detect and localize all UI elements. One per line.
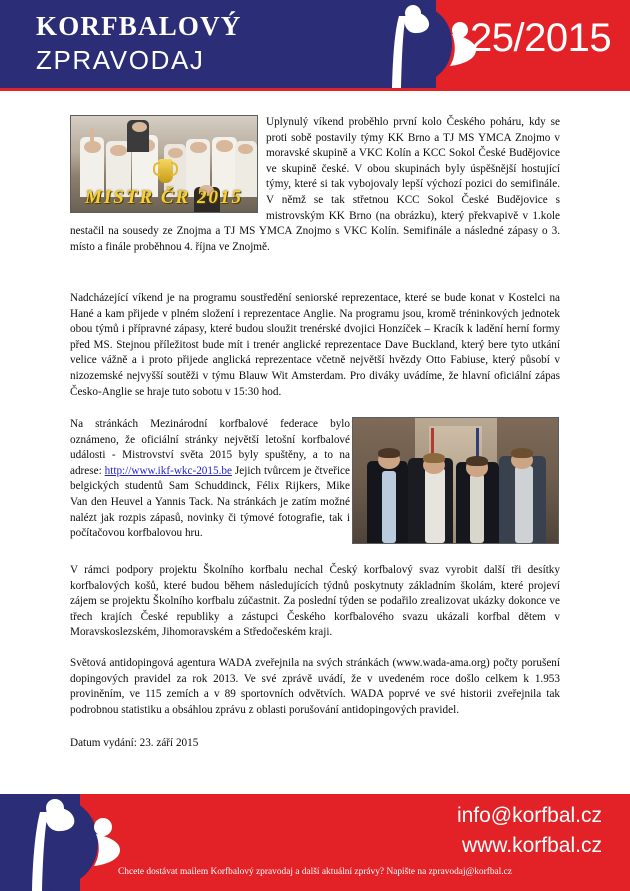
paragraph-3-text-after: Jejich tvůrcem je čtveřice belgických studentů Sam Schuddinck, Félix Rijkers, Mike Van den Heuvel a Yannis Tack. Na stránkách je zatím možné nalézt jak rozpis zápasů, novinky či týmové fotografie, tak i počítačovou korfbalovou hru. (70, 464, 350, 540)
paragraph-ikf-website (70, 417, 350, 542)
footer-subscribe-note: Chcete dostávat mailem Korfbalový zpravodaj a další aktuální zprávy? Napište na zpravodaj@korfbal.cz (118, 867, 512, 877)
paragraph-1-text: Uplynulý víkend proběhlo první kolo Českého poháru, kdy se proti sobě postavily týmy KK Brno a TJ MS YMCA Znojmo v moravské skupině a VKC Kolín a KCC Sokol České Budějovice ve skupině české. V obou skupinách byly úspěšnější hostující týmy, které si tak vybojovaly lepší výchozí pozici do semifinále. V němž se tak střetnou KCC Sokol České Budějovice s mistrovským KK Brno (na obrázku), který překvapivě v 1.kole nestačil na sousedy ze Znojma a TJ MS YMCA Znojmo s VKC Kolín. Semifinále a následné zápasy o 3. místo a finále proběhnou 4. října ve Znojmě. (70, 116, 560, 253)
masthead-title-line2: ZPRAVODAJ (36, 45, 205, 75)
photo-belgian-students (352, 417, 559, 544)
footer-email[interactable]: info@korfbal.cz (456, 804, 602, 827)
publication-date: Datum vydání: 23. září 2015 (70, 737, 199, 749)
photo-caption-overlay: MISTR ČR 2015 (85, 187, 243, 208)
article-content (0, 91, 630, 791)
paragraph-wada: Světová antidopingová agentura WADA zveřejnila na svých stránkách (www.wada-ama.org) počty porušení dopingových pravidel za rok 2013. Ve své zprávě uvádí, že v uvedeném roce došlo celkem k 1.953 proviněním, ve 115 zemích a v 89 sportovních odvětvích. WADA poprvé ve své historii zveřejnila tak podrobnou statistiku a obsáhlou zprávu z oblasti porušování antidopingových pravidel. (70, 657, 560, 716)
ikf-website-link[interactable]: http://www.ikf-wkc-2015.be (104, 464, 232, 477)
page-header (0, 0, 630, 88)
paragraph-3-text-before: Na stránkách Mezinárodní korfbalové federace bylo oznámeno, že oficiální stránky největší letošní korfbalové události - Mistrovství světa 2015 byly spuštěny, a to na adrese: (70, 418, 350, 477)
paragraph-cup-results (70, 115, 560, 255)
footer-website[interactable]: www.korfbal.cz (461, 834, 602, 857)
masthead-title-line1: KORFBALOVÝ (36, 11, 242, 41)
paragraph-national-team: Nadcházející víkend je na programu soustředění seniorské reprezentace, které se bude konat v Kostelci na Hané a kam přijede v plném složení i reprezentace Anglie. Na programu jsou, kromě tréninkových jednotek obou týmů i přípravné zápasy, které budou sloužit trenérské dvojici Honzíček – Kracík k ladění herní formy před MS. Stejnou příležitost bude mít i trenér anglické reprezentace Dave Buckland, který bere tyto utkání velice vážně a i proto přijede anglická reprezentace včetně největší hvězdy Otto Fabiuse, který působí v nizozemské nejvyšší soutěži v týmu Blauw Wit Amsterdam. Pro diváky uvádíme, že hlavní oficiální zápas Česko-Anglie se hraje tuto sobotu v 15:30 hod. (70, 292, 560, 398)
page-footer (0, 794, 630, 891)
paragraph-school-korfball: V rámci podpory projektu Školního korfbalu nechal Český korfbalový svaz vyrobit další tři desítky korfbalových košů, které budou během následujících týdnů poskytnuty základním školám, které projeví zájem se projektu Školního korfbalu zúčastnit. Za poslední týden se podařilo zrealizovat ukázky dokonce ve třech krajích České republiky a zástupci Českého korfbalového svazu ukázali korfbal dětem v Moravskoslezském, Jihomoravském a Středočeském kraji. (70, 564, 560, 639)
issue-number: 25/2015 (470, 16, 612, 60)
